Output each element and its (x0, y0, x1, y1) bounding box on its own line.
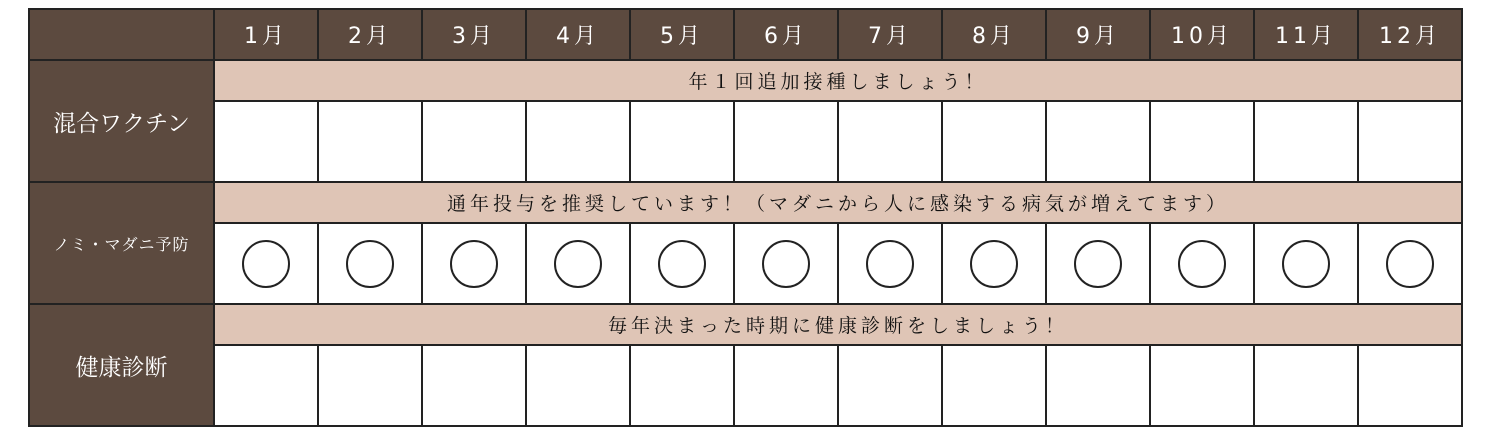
month-cell (1046, 101, 1150, 182)
month-header: 8月 (942, 9, 1046, 60)
month-cell (1254, 345, 1358, 426)
month-cell (422, 345, 526, 426)
month-cell (1358, 345, 1462, 426)
month-header: 7月 (838, 9, 942, 60)
month-header: 1月 (214, 9, 318, 60)
month-cell (630, 223, 734, 304)
month-header: 2月 (318, 9, 422, 60)
month-cell (422, 223, 526, 304)
month-cell (734, 101, 838, 182)
circle-mark-icon (658, 240, 706, 288)
month-cell (734, 345, 838, 426)
month-cell (214, 223, 318, 304)
banner-health-check: 毎年決まった時期に健康診断をしましょう！ (214, 304, 1462, 345)
month-cell (942, 223, 1046, 304)
month-cell (1046, 345, 1150, 426)
month-cell (526, 223, 630, 304)
banner-row-vaccine (29, 60, 1462, 101)
month-header: 4月 (526, 9, 630, 60)
month-cell (422, 101, 526, 182)
month-header: 5月 (630, 9, 734, 60)
circle-mark-icon (1074, 240, 1122, 288)
month-header: 11月 (1254, 9, 1358, 60)
month-cell (942, 101, 1046, 182)
month-cells-row-flea-tick (29, 223, 1462, 304)
banner-flea-tick: 通年投与を推奨しています！（マダニから人に感染する病気が増えてます） (214, 182, 1462, 223)
circle-mark-icon (762, 240, 810, 288)
circle-mark-icon (450, 240, 498, 288)
month-cell (318, 223, 422, 304)
month-header-row (29, 9, 1462, 60)
circle-mark-icon (970, 240, 1018, 288)
corner-cell (29, 9, 214, 60)
month-cell (1150, 101, 1254, 182)
month-cell (318, 345, 422, 426)
row-label-flea-tick: ノミ・マダニ予防 (29, 182, 214, 304)
circle-mark-icon (1282, 240, 1330, 288)
month-cells-row-health-check (29, 345, 1462, 426)
month-cell (1358, 223, 1462, 304)
circle-mark-icon (346, 240, 394, 288)
month-cell (1150, 345, 1254, 426)
month-cell (1150, 223, 1254, 304)
month-header: 6月 (734, 9, 838, 60)
circle-mark-icon (1386, 240, 1434, 288)
row-label-vaccine: 混合ワクチン (29, 60, 214, 182)
month-header: 9月 (1046, 9, 1150, 60)
month-cell (1254, 223, 1358, 304)
banner-row-health-check (29, 304, 1462, 345)
banner-vaccine: 年１回追加接種しましょう！ (214, 60, 1462, 101)
month-cell (1254, 101, 1358, 182)
row-label-health-check: 健康診断 (29, 304, 214, 426)
circle-mark-icon (554, 240, 602, 288)
month-header: 12月 (1358, 9, 1462, 60)
month-cell (942, 345, 1046, 426)
circle-mark-icon (866, 240, 914, 288)
month-cells-row-vaccine (29, 101, 1462, 182)
month-cell (838, 223, 942, 304)
month-cell (630, 101, 734, 182)
month-cell (318, 101, 422, 182)
month-cell (526, 345, 630, 426)
month-header: 10月 (1150, 9, 1254, 60)
month-cell (838, 345, 942, 426)
month-cell (734, 223, 838, 304)
month-cell (1046, 223, 1150, 304)
month-cell (214, 345, 318, 426)
month-cell (838, 101, 942, 182)
month-cell (214, 101, 318, 182)
circle-mark-icon (1178, 240, 1226, 288)
month-cell (630, 345, 734, 426)
schedule-table (28, 8, 1463, 427)
circle-mark-icon (242, 240, 290, 288)
month-cell (1358, 101, 1462, 182)
month-cell (526, 101, 630, 182)
month-header: 3月 (422, 9, 526, 60)
banner-row-flea-tick (29, 182, 1462, 223)
